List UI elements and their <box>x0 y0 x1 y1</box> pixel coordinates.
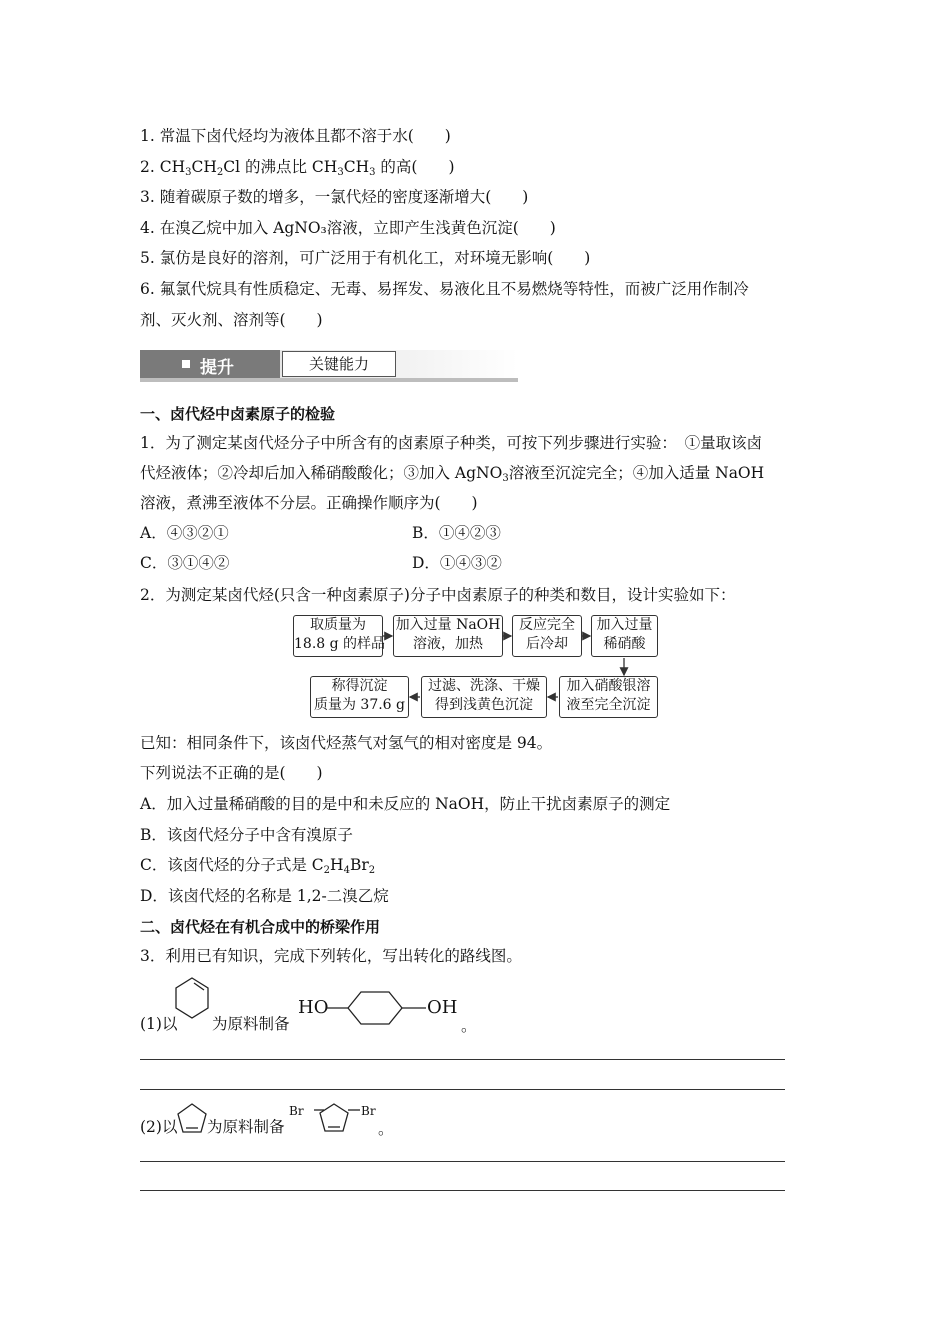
q1-line3: 溶液，煮沸至液体不分层。正确操作顺序为( ) <box>140 494 478 512</box>
cyclohexene-structure <box>174 976 214 1034</box>
section-banner <box>140 350 518 382</box>
flow-box-sample: 取质量为 18.8 g 的样品 <box>293 615 383 657</box>
q2-ask: 下列说法不正确的是( ) <box>140 764 323 782</box>
q1-option-d: D．①④③② <box>412 554 502 572</box>
square-bullet-icon <box>182 360 190 368</box>
judge-item-1 <box>140 126 451 146</box>
banner-right-label: 关键能力 <box>282 351 396 377</box>
judge-num: 5. <box>140 249 155 267</box>
answer-line[interactable] <box>140 1059 785 1060</box>
q1-line1: 1．为了测定某卤代烃分子中所含有的卤素原子种类，可按下列步骤进行实验： ①量取该卤 <box>140 434 763 452</box>
q3-part1-oh: OH <box>427 997 458 1018</box>
q1-option-c: C．③①④② <box>140 554 230 572</box>
section-title-1: 一、卤代烃中卤素原子的检验 <box>140 405 336 423</box>
judge-item-5 <box>140 248 590 268</box>
judge-num: 6. <box>140 280 155 298</box>
q2-stem: 2．为测定某卤代烃(只含一种卤素原子)分子中卤素原子的种类和数目，设计实验如下： <box>140 586 736 604</box>
flow-box-hno3: 加入过量 稀硝酸 <box>591 615 658 657</box>
cyclopentadiene-structure <box>176 1102 208 1136</box>
q3-part2-br2: Br <box>361 1104 376 1118</box>
judge-num: 3. <box>140 188 155 206</box>
judge-item-6 <box>140 279 749 299</box>
flow-box-cool: 反应完全 后冷却 <box>512 615 582 657</box>
q2-option-b: B．该卤代烃分子中含有溴原子 <box>140 826 353 844</box>
q2-option-a: A．加入过量稀硝酸的目的是中和未反应的 NaOH，防止干扰卤素原子的测定 <box>140 795 671 813</box>
flow-box-naoh: 加入过量 NaOH 溶液，加热 <box>393 615 503 657</box>
judge-text: 氯仿是良好的溶剂，可广泛用于有机化工，对环境无影响( ) <box>159 249 591 267</box>
q3-part1-mid: 为原料制备 <box>212 1015 290 1033</box>
banner-left-label: 提升 <box>200 358 234 378</box>
flow-box-agno3: 加入硝酸银溶 液至完全沉淀 <box>559 676 658 718</box>
q1-option-b: B．①④②③ <box>412 524 501 542</box>
q3-part1-end: 。 <box>461 1017 477 1035</box>
q3-part2-prefix: (2)以 <box>140 1118 178 1136</box>
judge-num: 2. <box>140 158 155 176</box>
q3-part1-ho: HO <box>298 997 329 1018</box>
q1-option-a: A．④③②① <box>140 524 229 542</box>
judge-text: 氟氯代烷具有性质稳定、无毒、易挥发、易液化且不易燃烧等特性，而被广泛用作制冷 <box>159 280 749 298</box>
judge-text: 在溴乙烷中加入 AgNO₃溶液，立即产生浅黄色沉淀( ) <box>159 219 556 237</box>
q2-known: 已知：相同条件下，该卤代烃蒸气对氢气的相对密度是 94。 <box>140 734 553 752</box>
flow-box-weigh: 称得沉淀 质量为 37.6 g <box>310 676 409 718</box>
q1-line2: 代烃液体；②冷却后加入稀硝酸酸化；③加入 AgNO$_3$溶液至沉淀完全；④加入适量 NaOH <box>140 464 765 484</box>
answer-line[interactable] <box>140 1161 785 1162</box>
cyclohexanediol-structure <box>326 988 430 1030</box>
q3-part1-prefix: (1)以 <box>140 1015 178 1033</box>
answer-line[interactable] <box>140 1089 785 1090</box>
judge-item-6-cont: 剂、灭火剂、溶剂等( ) <box>140 311 323 329</box>
judge-text: 随着碳原子数的增多，一氯代烃的密度逐渐增大( ) <box>159 188 529 206</box>
judge-text: $CH_3CH_2Cl$ 的沸点比 $CH_3CH_3$ 的高( ) <box>159 158 455 178</box>
judge-text: 常温下卤代烃均为液体且都不溶于水( ) <box>159 127 451 145</box>
answer-line[interactable] <box>140 1190 785 1191</box>
judge-num: 4. <box>140 219 155 237</box>
judge-item-3 <box>140 187 528 207</box>
judge-item-4 <box>140 218 556 238</box>
judge-num: 1. <box>140 127 155 145</box>
judge-item-2 <box>140 157 455 183</box>
q3-part2-mid: 为原料制备 <box>207 1118 285 1136</box>
q2-option-d: D．该卤代烃的名称是 1,2-二溴乙烷 <box>140 887 389 905</box>
section-title-2: 二、卤代烃在有机合成中的桥梁作用 <box>140 918 381 936</box>
q3-part2-br1: Br <box>289 1104 304 1118</box>
q3-stem: 3．利用已有知识，完成下列转化，写出转化的路线图。 <box>140 947 522 965</box>
q3-part2-end: 。 <box>378 1120 394 1138</box>
dibromocyclopentene-structure <box>304 1100 366 1140</box>
q2-option-c: C．该卤代烃的分子式是 $C_2H_4Br_2$ <box>140 856 376 876</box>
flow-box-filter: 过滤、洗涤、干燥 得到浅黄色沉淀 <box>421 676 547 718</box>
